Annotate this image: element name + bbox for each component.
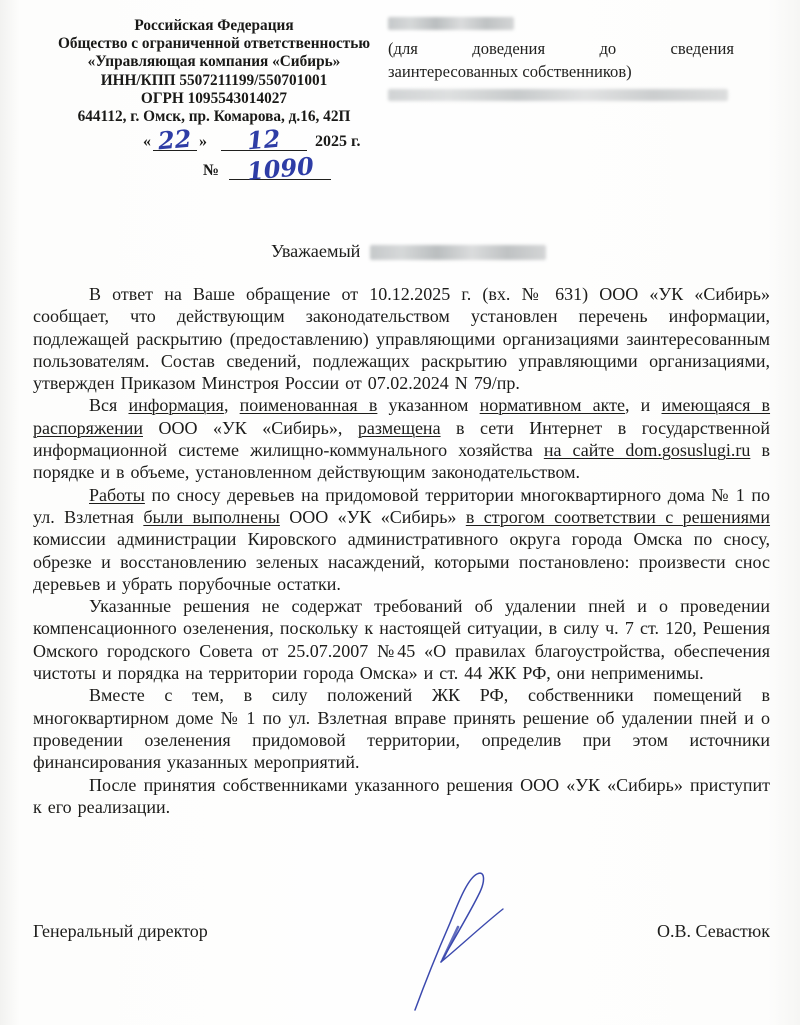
handwritten-number: 1090 <box>245 151 315 186</box>
redacted-recipient-address <box>388 89 728 101</box>
addressee-note-line2: заинтересованных собственников) <box>388 61 632 81</box>
salutation-row <box>271 241 546 262</box>
body-paragraph-5: Вместе с тем, в силу положений ЖК РФ, собственники помещений в многоквартирном доме № 1 по ул. Взлетная вправе принять решение об удалении пней и о проведении озеленения придомовой территории, определив при этом источники финансирования указанных мероприятий. <box>33 685 770 773</box>
org-legal-form-line: Общество с ограниченной ответственностью <box>57 35 371 53</box>
org-inn-kpp-line: ИНН/КПП 5507211199/550701001 <box>100 71 328 89</box>
handwritten-month: 12 <box>246 123 282 156</box>
year-label: 2025 г. <box>315 133 361 150</box>
body-paragraph-2: Вся информация, поименованная в указанном нормативном акте, и имеющаяся в распоряжении ООО «УК «Сибирь», размещена в сети Интернет в государственной информационной системе жилищно-коммунального хозяйства на сайте dom.gosuslugi.ru в порядке и в объеме, установленном действующим законодательством. <box>33 395 771 483</box>
addressee-block <box>388 14 734 101</box>
org-name-line: «Управляющая компания «Сибирь» <box>87 53 341 71</box>
outgoing-number-row <box>203 151 360 186</box>
redacted-recipient-name <box>388 17 514 30</box>
date-row <box>143 123 361 156</box>
redacted-addressee-name <box>370 245 546 260</box>
org-address-line: 644112, г. Омск, пр. Комарова, д.16, 42П <box>77 108 351 126</box>
signature-stroke-main <box>415 873 484 1010</box>
letter-body <box>33 283 770 818</box>
handwritten-day: 22 <box>157 123 193 156</box>
month-underline-slot <box>221 123 307 156</box>
day-underline-slot <box>153 123 197 156</box>
signature-stroke-flick <box>441 909 503 962</box>
open-quote: « <box>143 133 151 150</box>
body-paragraph-3: Работы по сносу деревьев на придомовой территории многоквартирного дома № 1 по ул. Взлетная были выполнены ООО «УК «Сибирь» в строгом соответствии с решениями комиссии администрации Кировского административного округа города Омска по сносу, обрезке и восстановлению зеленых насаждений, которыми постановлено: произвести снос деревьев и убрать порубочные остатки. <box>33 484 771 594</box>
number-underline-slot <box>229 151 331 186</box>
salutation-text: Уважаемый <box>271 241 361 261</box>
body-paragraph-4: Указанные решения не содержат требований об удалении пней и о проведении компенсационного озеленения, поскольку к настоящей ситуации, в силу ч. 7 ст. 120, Решения Омского городского Совета от 25.07.2007 №45 «О правилах благоустройства, обеспечения чистоты и порядка на территории города Омска» и ст. 44 ЖК РФ, они неприменимы. <box>33 596 770 684</box>
addressee-note-line1: (для доведения до сведения <box>388 39 734 58</box>
number-sign: № <box>203 162 220 179</box>
body-paragraph-1: В ответ на Ваше обращение от 10.12.2025 г. (вх. № 631) ООО «УК «Сибирь» сообщает, что действующим законодательством установлен перечень информации, подлежащей раскрытию (предоставлению) управляющими организациями заинтересованным пользователям. Состав сведений, подлежащих раскрытию управляющими организациями, утвержден Приказом Минстроя России от 07.02.2024 N 79/пр. <box>33 284 770 394</box>
org-ogrn-line: ОГРН 1095543014027 <box>140 89 288 107</box>
org-country-line: Российская Федерация <box>134 17 294 34</box>
signature-ink <box>404 866 516 1016</box>
signer-position: Генеральный директор <box>33 921 208 941</box>
body-paragraph-6: После принятия собственниками указанного решения ООО «УК «Сибирь» приступит к его реализации. <box>33 774 770 817</box>
close-quote: » <box>199 133 207 150</box>
signoff-row <box>33 921 770 942</box>
org-letterhead <box>46 17 382 126</box>
signer-name: О.В. Севастюк <box>656 921 770 941</box>
date-number-block <box>143 123 361 186</box>
